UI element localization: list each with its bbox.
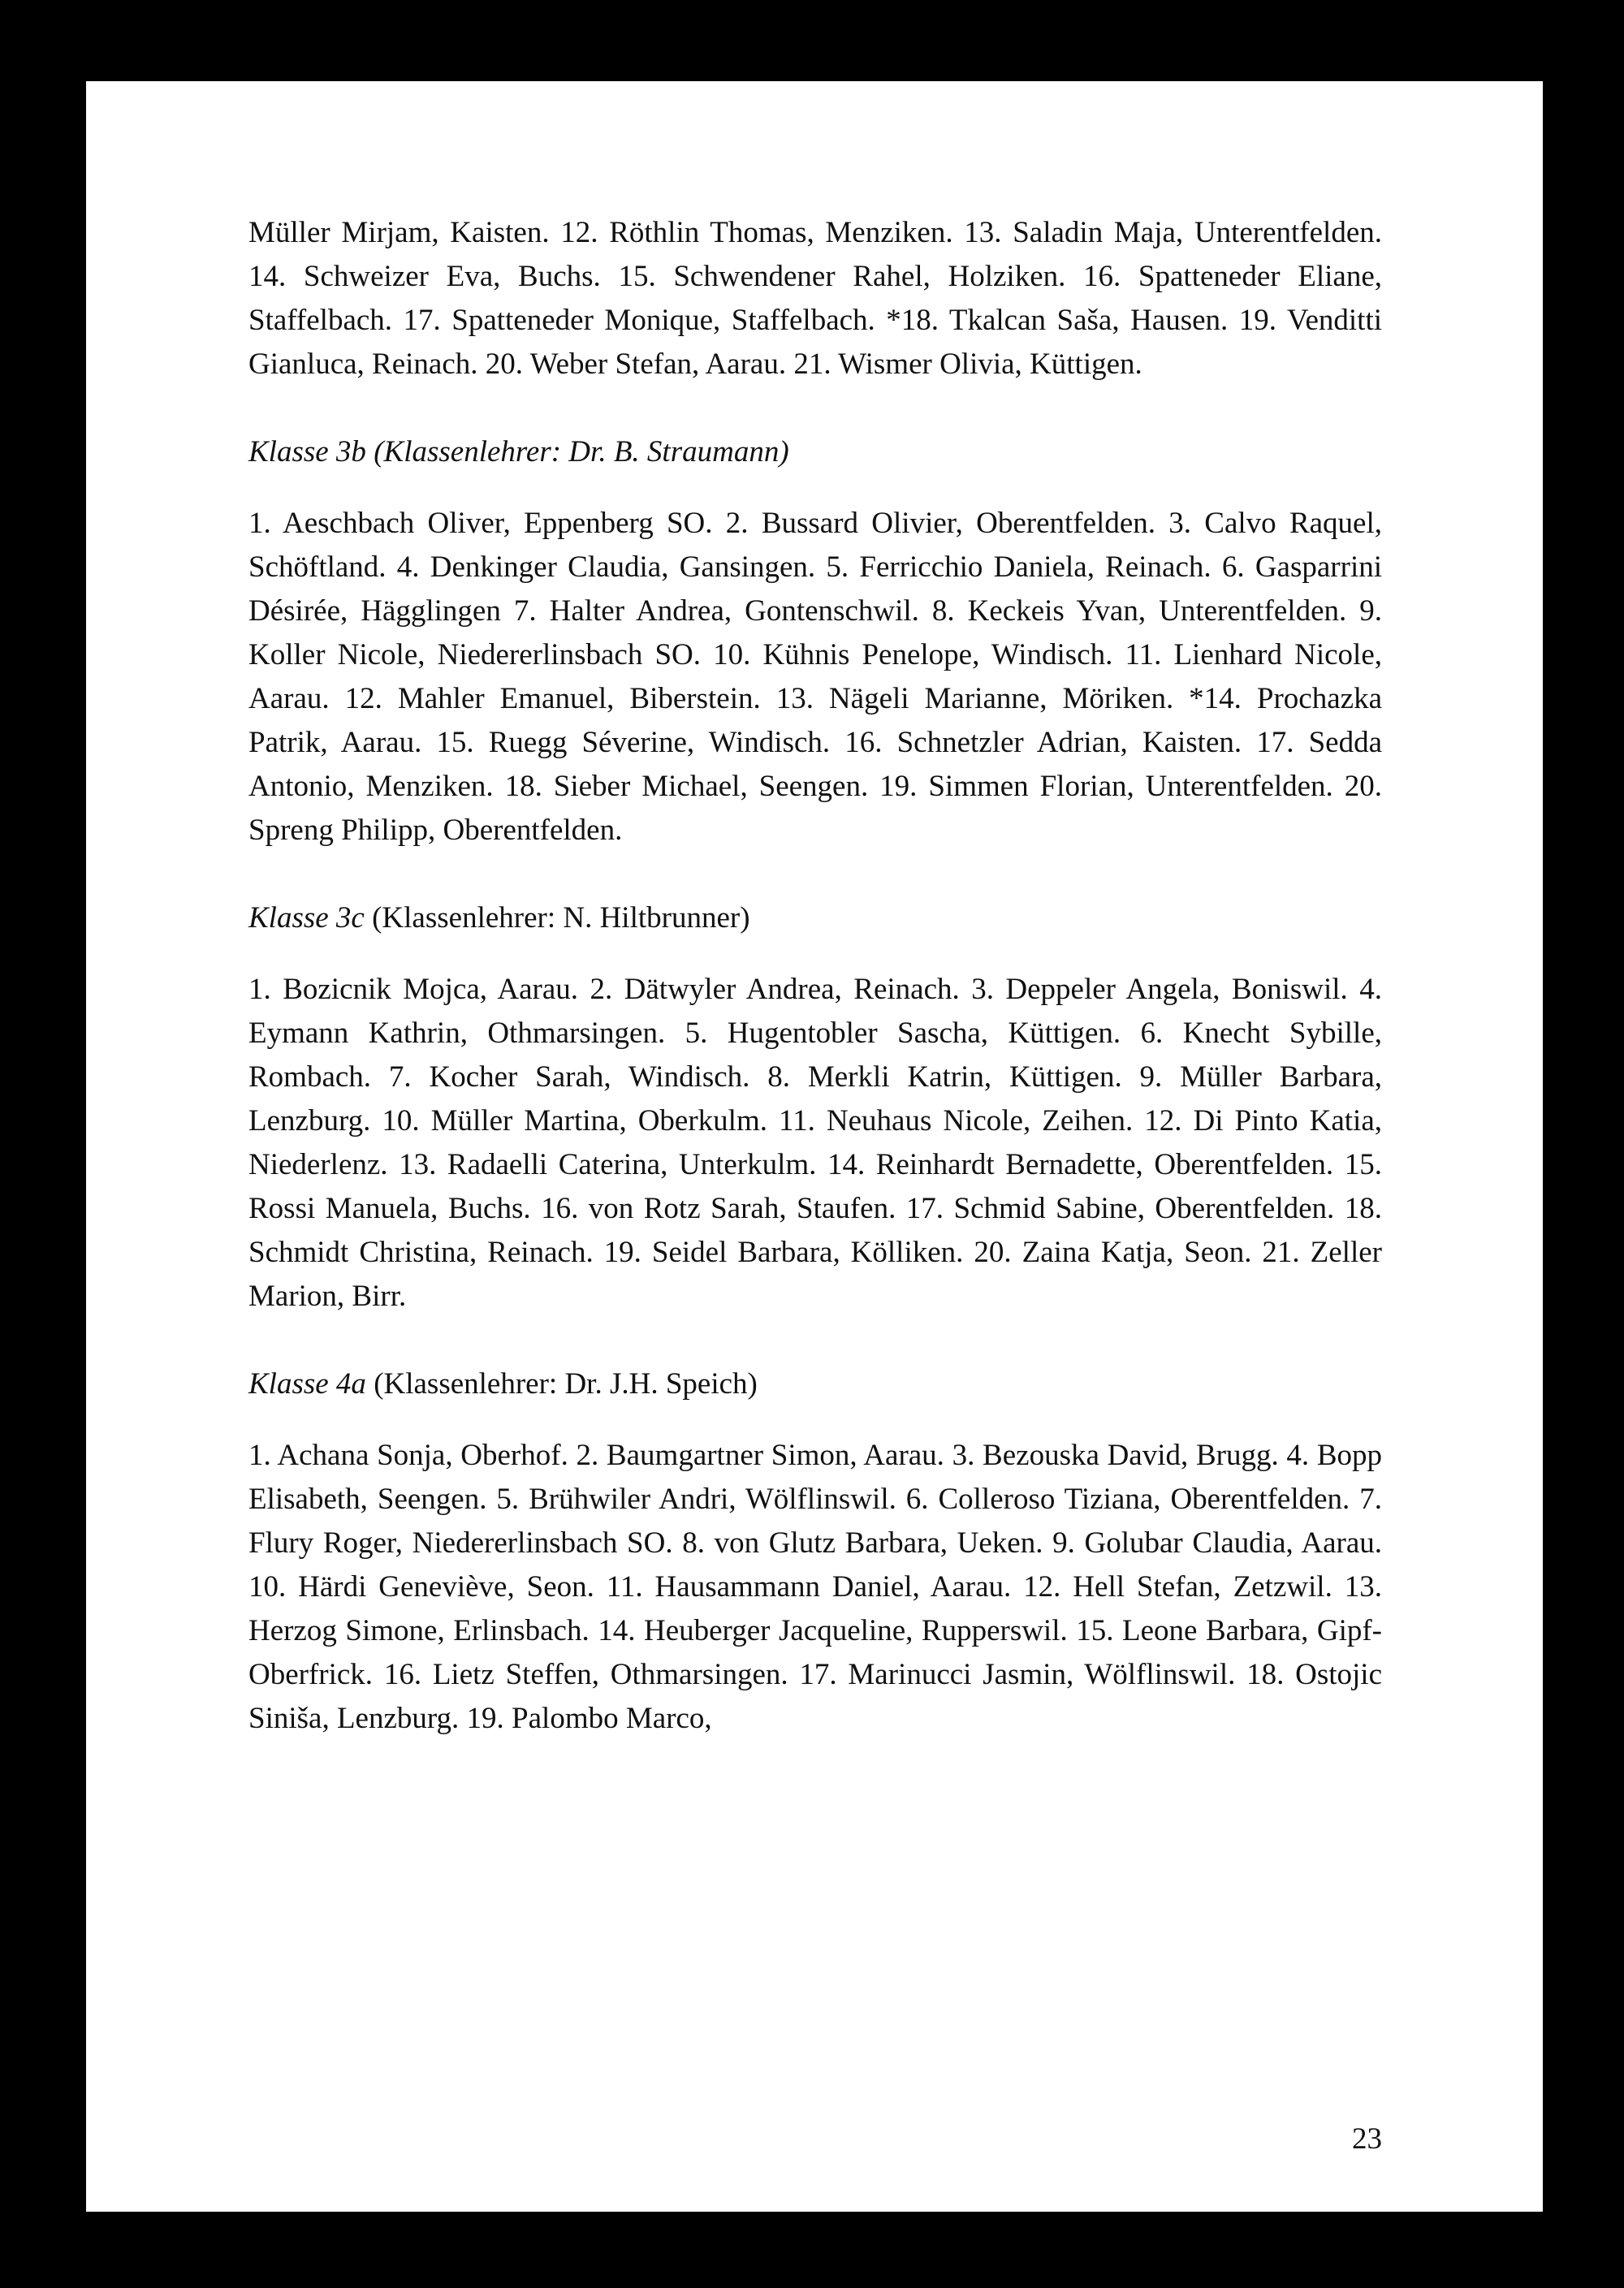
teacher-label: (Klassenlehrer: N. Hiltbrunner): [372, 901, 750, 935]
student-list: 1. Bozicnik Mojca, Aarau. 2. Dätwyler Andrea, Reinach. 3. Deppeler Angela, Boniswil. 4. Eymann Kathrin, Othmarsingen. 5. Hugentobler Sascha, Küttigen. 6. Knecht Sybille, Rombach. 7. Kocher Sarah, Windisch. 8. Merkli Katrin, Küttigen. 9. Müller Barbara, Lenzburg. 10. Müller Martina, Oberkulm. 11. Neuhaus Nicole, Zeihen. 12. Di Pinto Katia, Niederlenz. 13. Radaelli Caterina, Unterkulm. 14. Reinhardt Bernadette, Oberentfelden. 15. Rossi Manuela, Buchs. 16. von Rotz Sarah, Staufen. 17. Schmid Sabine, Oberentfelden. 18. Schmidt Christina, Reinach. 19. Seidel Barbara, Kölliken. 20. Zaina Katja, Seon. 21. Zeller Marion, Birr.: [248, 973, 1382, 1313]
section-klasse-3b: [248, 430, 1382, 853]
class-label: Klasse 3b: [248, 435, 366, 468]
teacher-label: (Klassenlehrer: Dr. B. Straumann): [374, 435, 789, 468]
page-number: 23: [1352, 2122, 1382, 2156]
continuation-block: [248, 211, 1382, 386]
document-page: [86, 81, 1543, 2212]
section-klasse-3c: [248, 896, 1382, 1319]
class-label: Klasse 3c: [248, 901, 365, 935]
section-heading: [248, 1362, 1382, 1406]
student-list: 1. Achana Sonja, Oberhof. 2. Baumgartner Simon, Aarau. 3. Bezouska David, Brugg. 4. Bopp Elisabeth, Seengen. 5. Brühwiler Andri, Wölflinswil. 6. Colleroso Tiziana, Oberentfelden. 7. Flury Roger, Niedererlinsbach SO. 8. von Glutz Barbara, Ueken. 9. Golubar Claudia, Aarau. 10. Härdi Geneviève, Seon. 11. Hausammann Daniel, Aarau. 12. Hell Stefan, Zetzwil. 13. Herzog Simone, Erlinsbach. 14. Heuberger Jacqueline, Rupperswil. 15. Leone Barbara, Gipf-Oberfrick. 16. Lietz Steffen, Othmarsingen. 17. Marinucci Jasmin, Wölflinswil. 18. Ostojic Siniša, Lenzburg. 19. Palombo Marco,: [248, 1439, 1382, 1735]
section-heading: [248, 430, 1382, 474]
continuation-paragraph: Müller Mirjam, Kaisten. 12. Röthlin Thomas, Menziken. 13. Saladin Maja, Unterentfelden. 14. Schweizer Eva, Buchs. 15. Schwendener Rahel, Holziken. 16. Spatteneder Eliane, Staffelbach. 17. Spatteneder Monique, Staffelbach. *18. Tkalcan Saša, Hausen. 19. Venditti Gianluca, Reinach. 20. Weber Stefan, Aarau. 21. Wismer Olivia, Küttigen.: [248, 216, 1382, 381]
student-list: 1. Aeschbach Oliver, Eppenberg SO. 2. Bussard Olivier, Oberentfelden. 3. Calvo Raquel, Schöftland. 4. Denkinger Claudia, Gansingen. 5. Ferricchio Daniela, Reinach. 6. Gasparrini Désirée, Hägglingen 7. Halter Andrea, Gontenschwil. 8. Keckeis Yvan, Unterentfelden. 9. Koller Nicole, Niedererlinsbach SO. 10. Kühnis Penelope, Windisch. 11. Lienhard Nicole, Aarau. 12. Mahler Emanuel, Biberstein. 13. Nägeli Marianne, Möriken. *14. Prochazka Patrik, Aarau. 15. Ruegg Séverine, Windisch. 16. Schnetzler Adrian, Kaisten. 17. Sedda Antonio, Menziken. 18. Sieber Michael, Seengen. 19. Simmen Florian, Unterentfelden. 20. Spreng Philipp, Oberentfelden.: [248, 507, 1382, 847]
page-content: [248, 211, 1382, 1741]
class-label: Klasse 4a: [248, 1367, 366, 1401]
section-klasse-4a: [248, 1362, 1382, 1741]
section-heading: [248, 896, 1382, 940]
teacher-label: (Klassenlehrer: Dr. J.H. Speich): [374, 1367, 758, 1401]
